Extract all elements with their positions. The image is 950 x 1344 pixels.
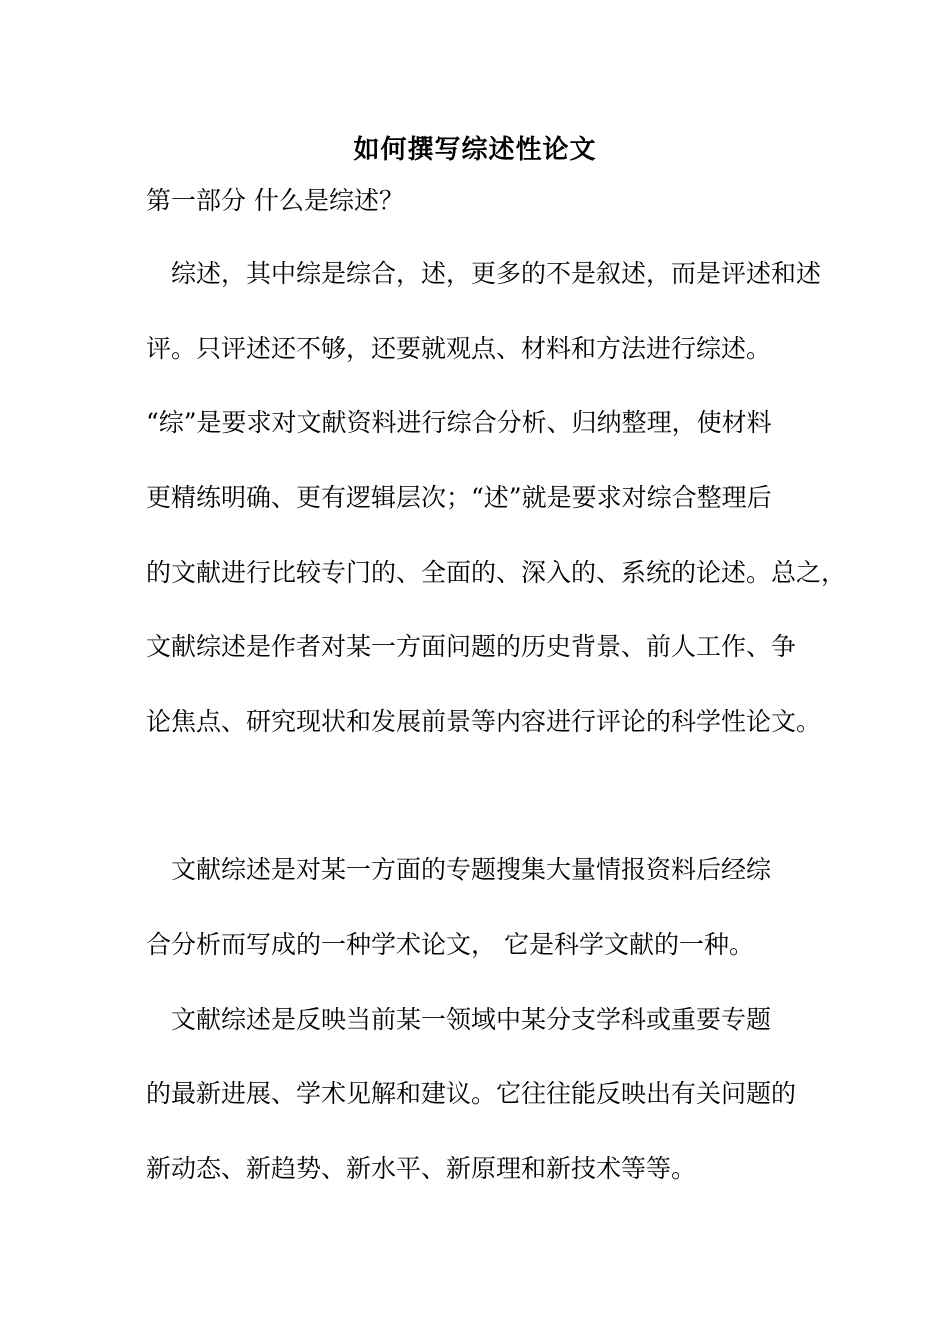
paragraph-line: 评。只评述还不够，还要就观点、材料和方法进行综述。 [146,334,772,363]
paragraph-line: “综”是要求对文献资料进行综合分析、归纳整理，使材料 [146,408,772,437]
section-heading: 第一部分 什么是综述？ [146,186,404,215]
paragraph-line: 的最新进展、学术见解和建议。它往往能反映出有关问题的 [146,1079,797,1108]
paragraph-line: 合分析而写成的一种学术论文， 它是科学文献的一种。 [146,930,754,959]
paragraph-line: 综述，其中综是综合，述，更多的不是叙述，而是评述和述 [171,259,822,288]
paragraph-line: 论焦点、研究现状和发展前景等内容进行评论的科学性论文。 [146,707,822,736]
paragraph-line: 新动态、新趋势、新水平、新原理和新技术等等。 [146,1154,697,1183]
paragraph-line: 文献综述是对某一方面的专题搜集大量情报资料后经综 [171,855,772,884]
paragraph-line: 的文献进行比较专门的、全面的、深入的、系统的论述。总之， [146,558,847,587]
paragraph-line: 更精练明确、更有逻辑层次；“述”就是要求对综合整理后 [146,483,772,512]
paragraph-line: 文献综述是反映当前某一领域中某分支学科或重要专题 [171,1005,772,1034]
page-title: 如何撰写综述性论文 [353,135,597,165]
paragraph-line: 文献综述是作者对某一方面问题的历史背景、前人工作、争 [146,632,797,661]
